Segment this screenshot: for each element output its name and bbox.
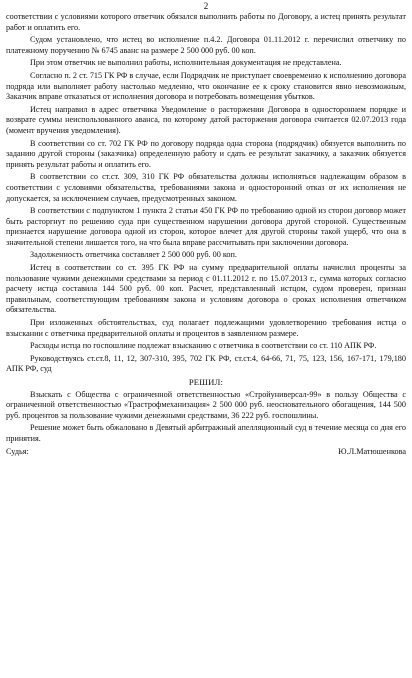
paragraph-article-395-interest: Истец в соответствии со ст. 395 ГК РФ на сумму предварительной оплаты начислил проценты за пользование чужими денежными средствами за период с 01.11.2012 г. по 15.07.2013 г., сумма которых согласно расчету истца составила 144 500 руб. 00 коп. Расчет, представленный истцом, судом проверен, признан правильным, соответствующим требованиям закона и условиям договора о сроках исполнения ответчиком обязательства. [6,263,406,315]
paragraph-article-715: Согласно п. 2 ст. 715 ГК РФ в случае, если Подрядчик не приступает своевременно к исполнению договора подряда или выполняет работу настолько медленно, что окончание ее к сроку становится явно невозможным, Заказчик вправе отказаться от исполнения договора и потребовать возмещения убытков. [6,70,406,102]
paragraph-court-conclusion: При изложенных обстоятельствах, суд полагает подлежащими удовлетворению требования истца о взыскании с ответчика предварительной оплаты и процентов в заявленном размере. [6,318,406,338]
paragraph-article-702: В соответствии со ст. 702 ГК РФ по договору подряда одна сторона (подрядчик) обязуется выполнить по заданию другой стороны (заказчика) определенную работу и сдать ее результат заказчику, а заказчик обязуется принять результат работы и оплатить его. [6,138,406,169]
paragraph-debt-amount: Задолженность ответчика составляет 2 500 000 руб. 00 коп. [30,250,237,260]
decision-heading: РЕШИЛ: [188,377,224,387]
judge-name: Ю.Л.Матюшенкова [338,446,406,456]
paragraph-court-fees: Расходы истца по госпошлине подлежат взысканию с ответчика в соответствии со ст. 110 АПК РФ. [30,341,377,351]
paragraph-continuation: соответствии с условиями которого ответчик обязался выполнить работы по Договору, а истец принять результат работ и оплатить его. [6,12,406,32]
page-number: 2 [203,1,209,11]
paragraph-appeal: Решение может быть обжаловано в Девятый арбитражный апелляционный суд в течение месяца со дня его принятия. [6,423,406,443]
paragraph-ruling: Взыскать с Общества с ограниченной ответственностью «Стройуниверсал-99» в пользу Общества с ограниченной ответственностью «Трастрофмеханизация» 2 500 000 руб. неосновательного обогащения, 144 500 руб. процентов за пользование чужими денежными средствами, 36 222 руб. госпошлины. [6,389,406,420]
paragraph-articles-309-310: В соответствии со ст.ст. 309, 310 ГК РФ обязательства должны исполняться надлежащим образом в соответствии с условиями обязательства, требованиями закона и односторонний отказ от их исполнения не допускается, за исключением случаев, предусмотренных законом. [6,172,406,203]
paragraph-article-450: В соответствии с подпунктом 1 пункта 2 статьи 450 ГК РФ по требованию одной из сторон договор может быть расторгнут по решению суда при существенном нарушении договора другой стороной. Существенным признается нарушение договора одной из сторон, которое влечет для другой стороны такой ущерб, что она в значительной степени лишается того, на что была вправе рассчитывать при заключении договора. [6,206,406,247]
paragraph-no-work: При этом ответчик не выполнил работы, исполнительная документация не представлена. [30,58,342,68]
document-body [6,12,406,457]
paragraph-legal-basis: Руководствуясь ст.ст.8, 11, 12, 307-310, 395, 702 ГК РФ, ст.ст.4, 64-66, 71, 75, 123, 156, 167-171, 179,180 АПК РФ, суд [6,353,406,374]
paragraph-advance-payment: Судом установлено, что истец во исполнение п.4.2. Договора 01.11.2012 г. перечислил ответчику по платежному поручению № 6745 аванс на размере 2 500 000 руб. 00 коп. [6,35,406,55]
judge-label: Судья: [6,446,29,456]
signature-block [6,447,406,458]
paragraph-termination-notice: Истец направил в адрес ответчика Уведомление о расторжении Договора в одностороннем порядке и возврате суммы неиспользованного аванса, по которому датой расторжения договора считается 02.07.2013 года (момент вручения уведомления). [6,104,406,135]
